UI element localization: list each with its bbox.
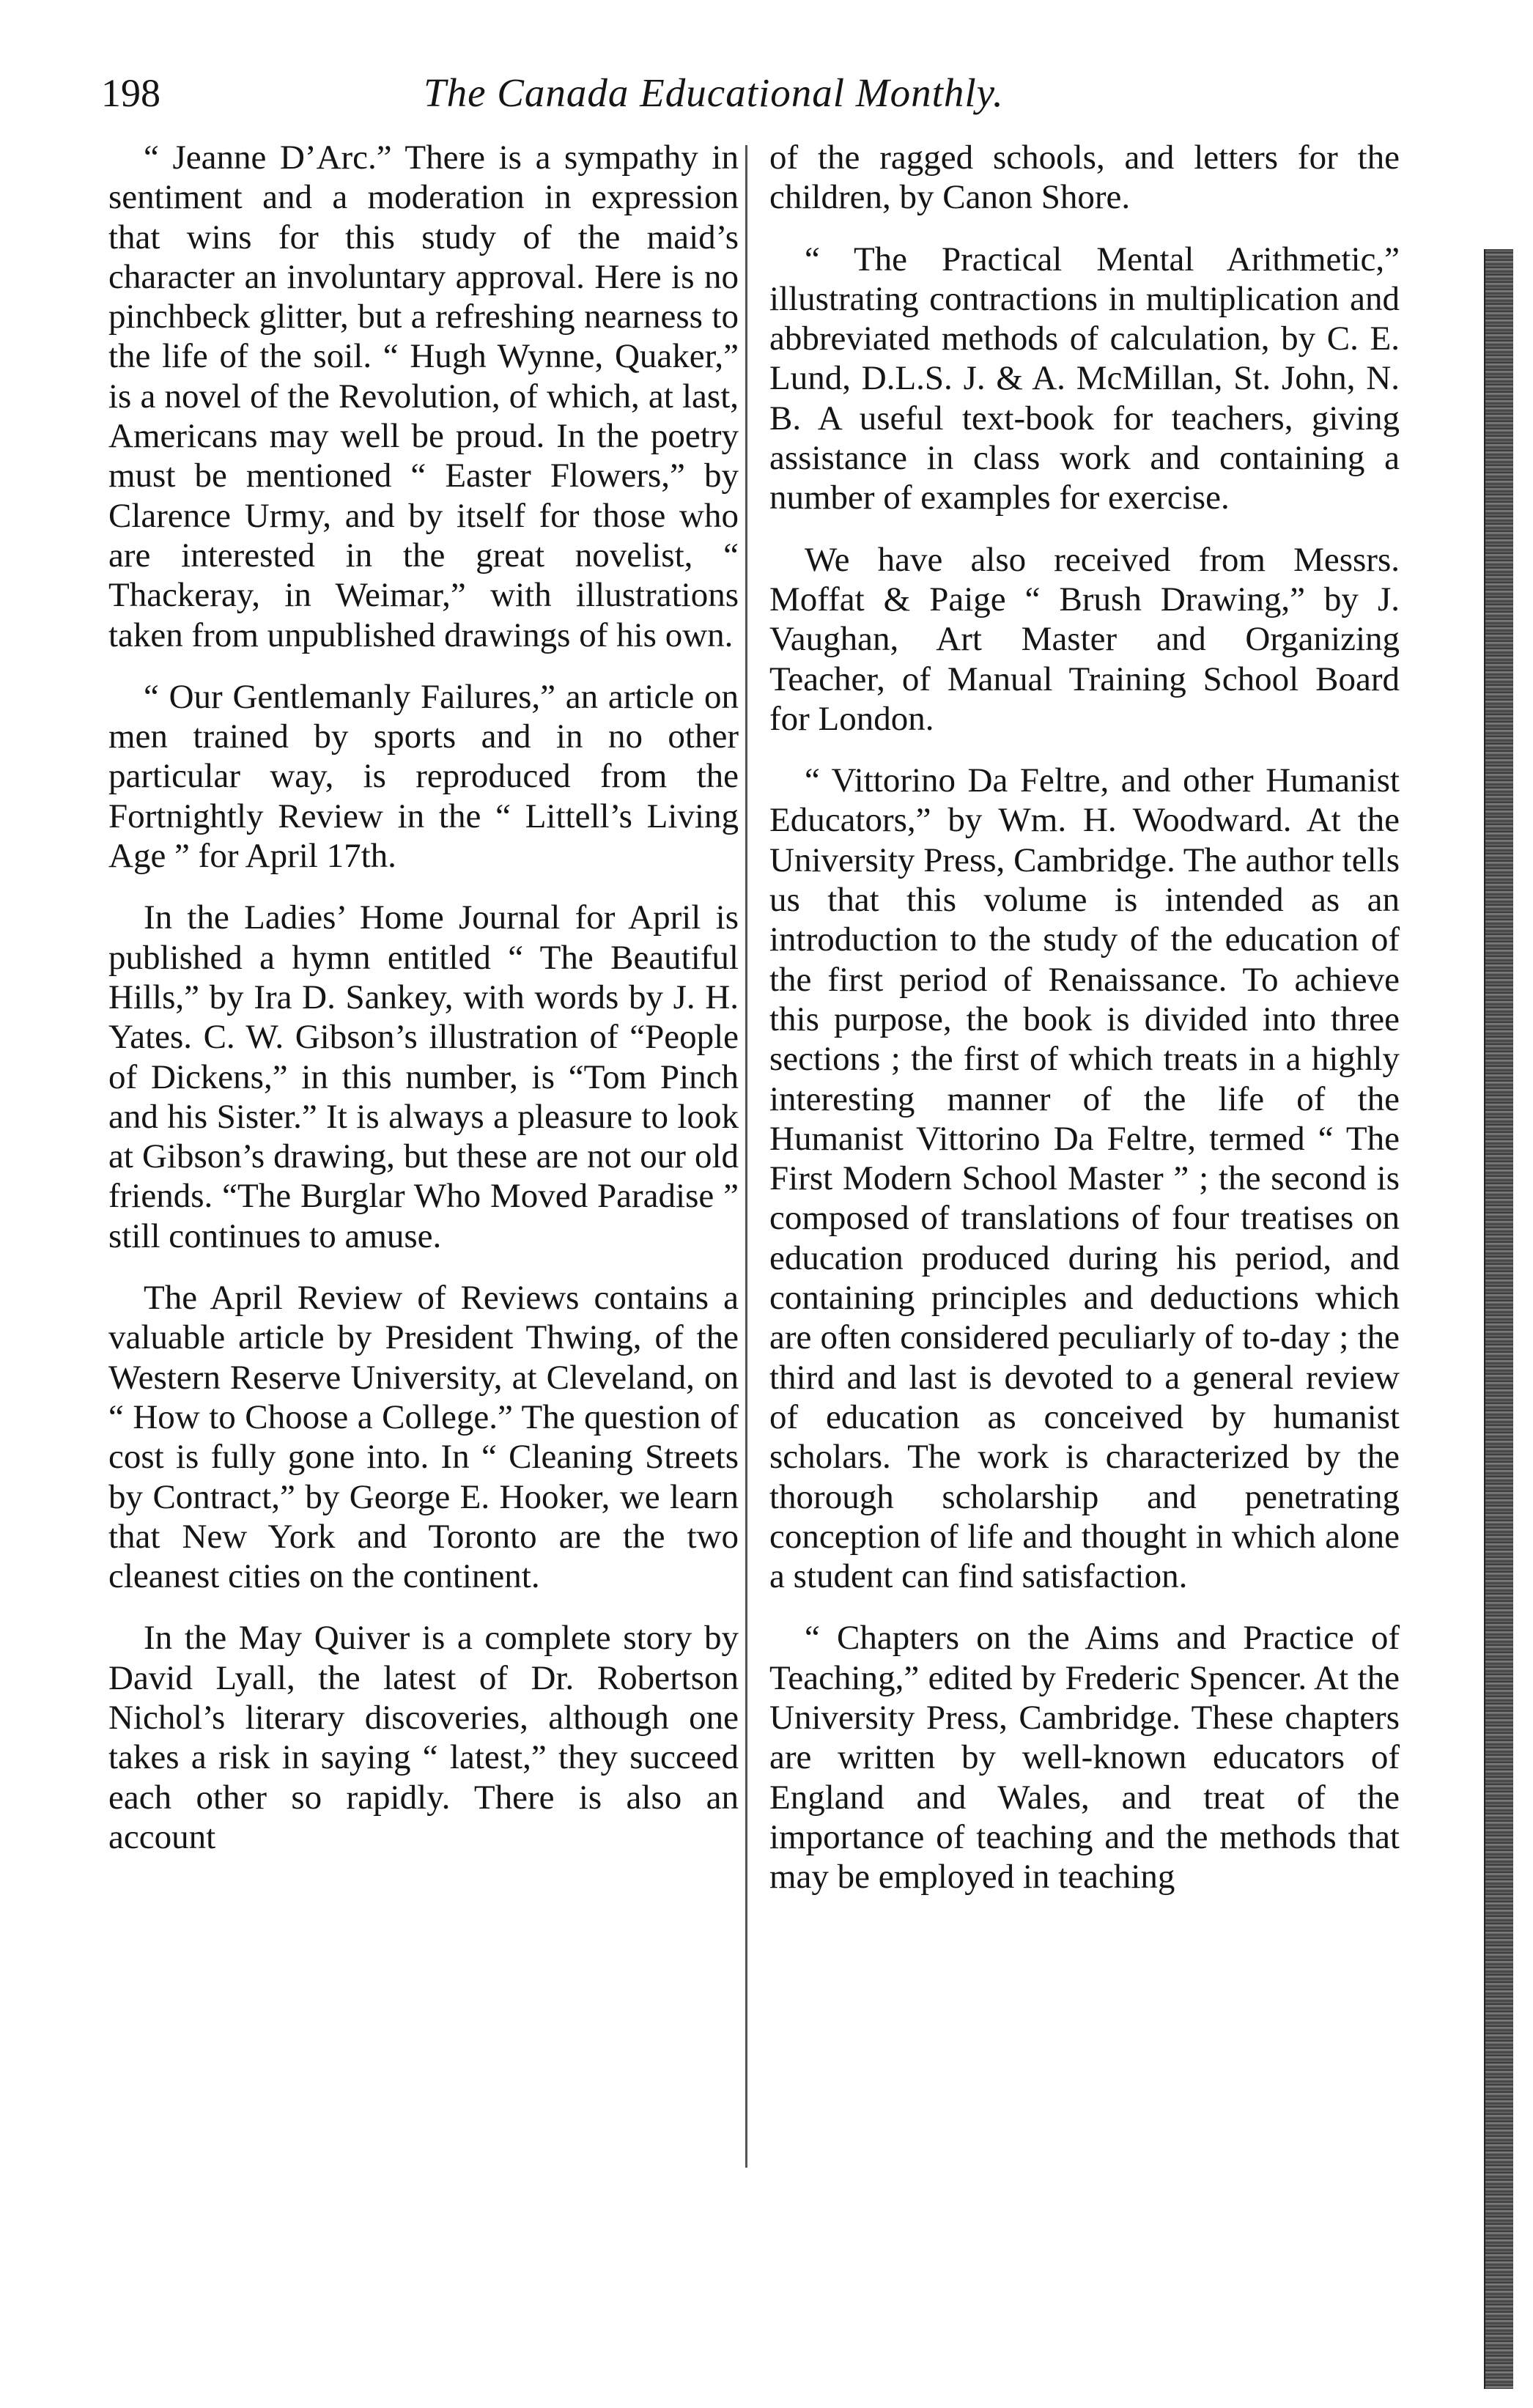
left-column <box>108 138 739 1879</box>
article-paragraph: In the Ladies’ Home Journal for April is published a hymn entitled “ The Beautiful Hills,” by Ira D. Sankey, with words by J. H. Yates. C. W. Gibson’s illustration of “People of Dickens,” in this number, is “Tom Pinch and his Sister.” It is always a pleasure to look at Gibson’s drawing, but these are not our old friends. “The Burglar Who Moved Paradise ” still continues to amuse. <box>108 898 739 1255</box>
article-paragraph: The April Review of Reviews contains a valuable article by President Thwing, of the Western Reserve University, at Cleveland, on “ How to Choose a College.” The question of cost is fully gone into. In “ Cleaning Streets by Contract,” by George E. Hooker, we learn that New York and Toronto are the two cleanest cities on the continent. <box>108 1279 739 1596</box>
article-paragraph: of the ragged schools, and letters for the children, by Canon Shore. <box>769 139 1400 217</box>
page-number: 198 <box>101 71 160 115</box>
article-paragraph: “ The Practical Mental Arithmetic,” illustrating contractions in multiplication and abbreviated methods of calculation, by C. E. Lund, D.L.S. J. & A. McMillan, St. John, N. B. A useful text-book for teachers, giving assistance in class work and containing a number of examples for exercise. <box>769 240 1400 517</box>
column-divider <box>745 145 747 2168</box>
running-title: The Canada Educational Monthly. <box>424 70 1004 115</box>
article-paragraph: In the May Quiver is a complete story by David Lyall, the latest of Dr. Robertson Nichol’s literary discoveries, although one takes a risk in saying “ latest,” they succeed each other so rapidly. There is also an account <box>108 1619 739 1856</box>
right-column <box>769 138 1400 1918</box>
article-paragraph: We have also received from Messrs. Moffat & Paige “ Brush Drawing,” by J. Vaughan, Art Master and Organizing Teacher, of Manual Training School Board for London. <box>769 540 1400 738</box>
article-paragraph: “ Vittorino Da Feltre, and other Humanist Educators,” by Wm. H. Woodward. At the University Press, Cambridge. The author tells us that this volume is intended as an introduction to the study of the education of the first period of Renaissance. To achieve this purpose, the book is divided into three sections ; the first of which treats in a highly interesting manner of the life of the Humanist Vittorino Da Feltre, termed “ The First Modern School Master ” ; the second is composed of translations of four treatises on education produced during his period, and containing principles and deductions which are often considered peculiarly of to-day ; the third and last is devoted to a general review of education as conceived by humanist scholars. The work is characterized by the thorough scholarship and penetrating conception of life and thought in which alone a student can find satisfaction. <box>769 761 1400 1596</box>
article-paragraph: “ Jeanne D’Arc.” There is a sympathy in sentiment and a moderation in expression that wins for this study of the maid’s character an involuntary approval. Here is no pinchbeck glitter, but a refreshing nearness to the life of the soil. “ Hugh Wynne, Quaker,” is a novel of the Revolution, of which, at last, Americans may well be proud. In the poetry must be mentioned “ Easter Flowers,” by Clarence Urmy, and by itself for those who are interested in the great novelist, “ Thackeray, in Weimar,” with illustrations taken from unpublished drawings of his own. <box>108 139 739 654</box>
article-paragraph: “ Chapters on the Aims and Practice of Teaching,” edited by Frederic Spencer. At the University Press, Cambridge. These chapters are written by well-known educators of England and Wales, and treat of the importance of teaching and the methods that may be employed in teaching <box>769 1619 1400 1897</box>
page-binding-edge <box>1484 249 1513 2389</box>
article-paragraph: “ Our Gentlemanly Failures,” an article on men trained by sports and in no other particular way, is reproduced from the Fortnightly Review in the “ Littell’s Living Age ” for April 17th. <box>108 677 739 876</box>
page-header <box>101 67 1076 126</box>
